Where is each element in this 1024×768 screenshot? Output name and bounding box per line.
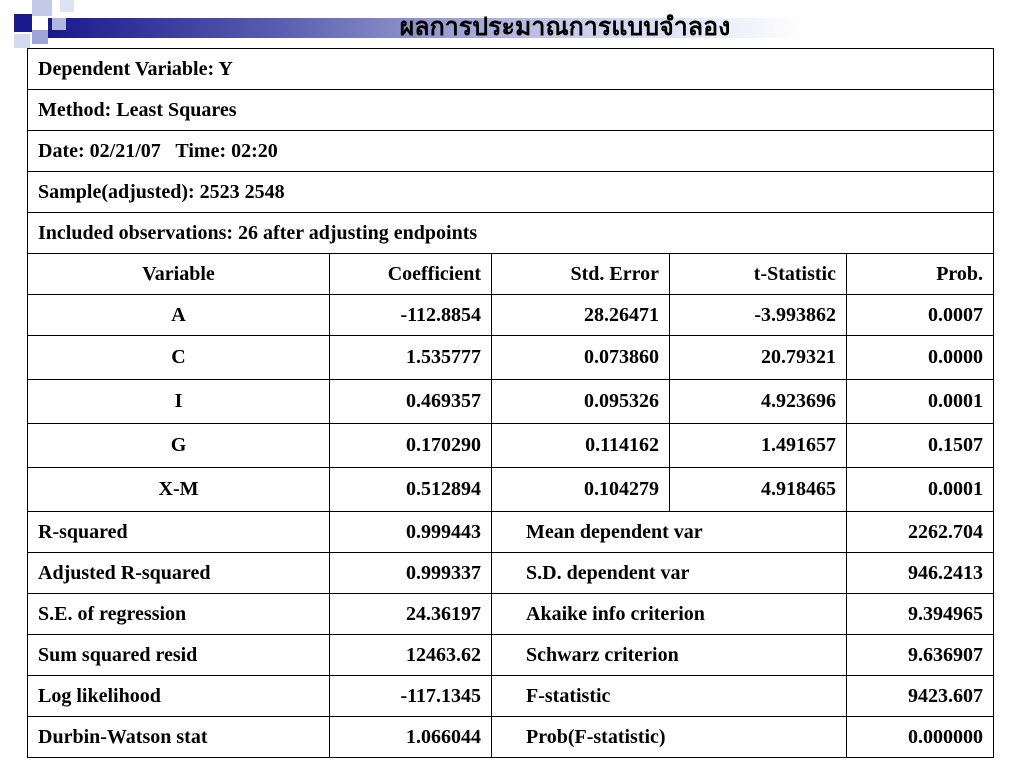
variable-cell: I xyxy=(28,380,330,424)
column-header: Std. Error xyxy=(492,254,670,295)
stat-label: S.E. of regression xyxy=(28,594,330,635)
coefficient-cell: 0.469357 xyxy=(330,380,492,424)
std-error-cell: 28.26471 xyxy=(492,295,670,336)
std-error-cell: 0.073860 xyxy=(492,336,670,380)
info-row xyxy=(28,49,994,90)
table-row xyxy=(28,424,994,468)
info-row xyxy=(28,172,994,213)
variable-cell: C xyxy=(28,336,330,380)
dependent-variable: Dependent Variable: Y xyxy=(28,49,994,90)
included-observations: Included observations: 26 after adjusting endpoints xyxy=(28,213,994,254)
regression-table xyxy=(27,48,994,758)
stats-row xyxy=(28,717,994,758)
variable-cell: X-M xyxy=(28,468,330,512)
prob-cell: 0.0000 xyxy=(847,336,994,380)
stat-value: 2262.704 xyxy=(847,512,994,553)
std-error-cell: 0.095326 xyxy=(492,380,670,424)
stat-label: S.D. dependent var xyxy=(492,553,847,594)
stats-row xyxy=(28,512,994,553)
stat-value: 9423.607 xyxy=(847,676,994,717)
prob-cell: 0.0001 xyxy=(847,380,994,424)
t-statistic-cell: 4.918465 xyxy=(670,468,847,512)
column-header: Variable xyxy=(28,254,330,295)
stat-value: 946.2413 xyxy=(847,553,994,594)
stat-value: 9.394965 xyxy=(847,594,994,635)
stats-row xyxy=(28,553,994,594)
stats-row xyxy=(28,676,994,717)
t-statistic-cell: -3.993862 xyxy=(670,295,847,336)
t-statistic-cell: 4.923696 xyxy=(670,380,847,424)
column-header: t-Statistic xyxy=(670,254,847,295)
info-row xyxy=(28,90,994,131)
prob-cell: 0.0001 xyxy=(847,468,994,512)
prob-cell: 0.1507 xyxy=(847,424,994,468)
table-row xyxy=(28,468,994,512)
stat-label: Durbin-Watson stat xyxy=(28,717,330,758)
method: Method: Least Squares xyxy=(28,90,994,131)
column-header: Coefficient xyxy=(330,254,492,295)
stats-row xyxy=(28,594,994,635)
coefficient-cell: 0.512894 xyxy=(330,468,492,512)
coefficient-cell: 0.170290 xyxy=(330,424,492,468)
sample: Sample(adjusted): 2523 2548 xyxy=(28,172,994,213)
stat-value: 12463.62 xyxy=(330,635,492,676)
coefficient-cell: -112.8854 xyxy=(330,295,492,336)
prob-cell: 0.0007 xyxy=(847,295,994,336)
stat-value: 0.999443 xyxy=(330,512,492,553)
stat-value: 24.36197 xyxy=(330,594,492,635)
table-row xyxy=(28,295,994,336)
stat-value: 0.000000 xyxy=(847,717,994,758)
variable-cell: G xyxy=(28,424,330,468)
table-row xyxy=(28,336,994,380)
stat-label: Mean dependent var xyxy=(492,512,847,553)
stat-value: 0.999337 xyxy=(330,553,492,594)
stat-label: Adjusted R-squared xyxy=(28,553,330,594)
stat-value: 9.636907 xyxy=(847,635,994,676)
stat-label: Sum squared resid xyxy=(28,635,330,676)
coefficient-cell: 1.535777 xyxy=(330,336,492,380)
stat-value: 1.066044 xyxy=(330,717,492,758)
stat-label: R-squared xyxy=(28,512,330,553)
variable-cell: A xyxy=(28,295,330,336)
t-statistic-cell: 20.79321 xyxy=(670,336,847,380)
column-header: Prob. xyxy=(847,254,994,295)
column-header-row xyxy=(28,254,994,295)
std-error-cell: 0.104279 xyxy=(492,468,670,512)
stat-label: Akaike info criterion xyxy=(492,594,847,635)
stat-label: Schwarz criterion xyxy=(492,635,847,676)
info-row xyxy=(28,131,994,172)
decor-square xyxy=(60,0,74,12)
stat-label: Prob(F-statistic) xyxy=(492,717,847,758)
std-error-cell: 0.114162 xyxy=(492,424,670,468)
page-title: ผลการประมาณการแบบจำลอง xyxy=(399,12,731,41)
stats-row xyxy=(28,635,994,676)
stat-label: F-statistic xyxy=(492,676,847,717)
stat-value: -117.1345 xyxy=(330,676,492,717)
date-time: Date: 02/21/07 Time: 02:20 xyxy=(28,131,994,172)
t-statistic-cell: 1.491657 xyxy=(670,424,847,468)
stat-label: Log likelihood xyxy=(28,676,330,717)
table-row xyxy=(28,380,994,424)
info-row xyxy=(28,213,994,254)
